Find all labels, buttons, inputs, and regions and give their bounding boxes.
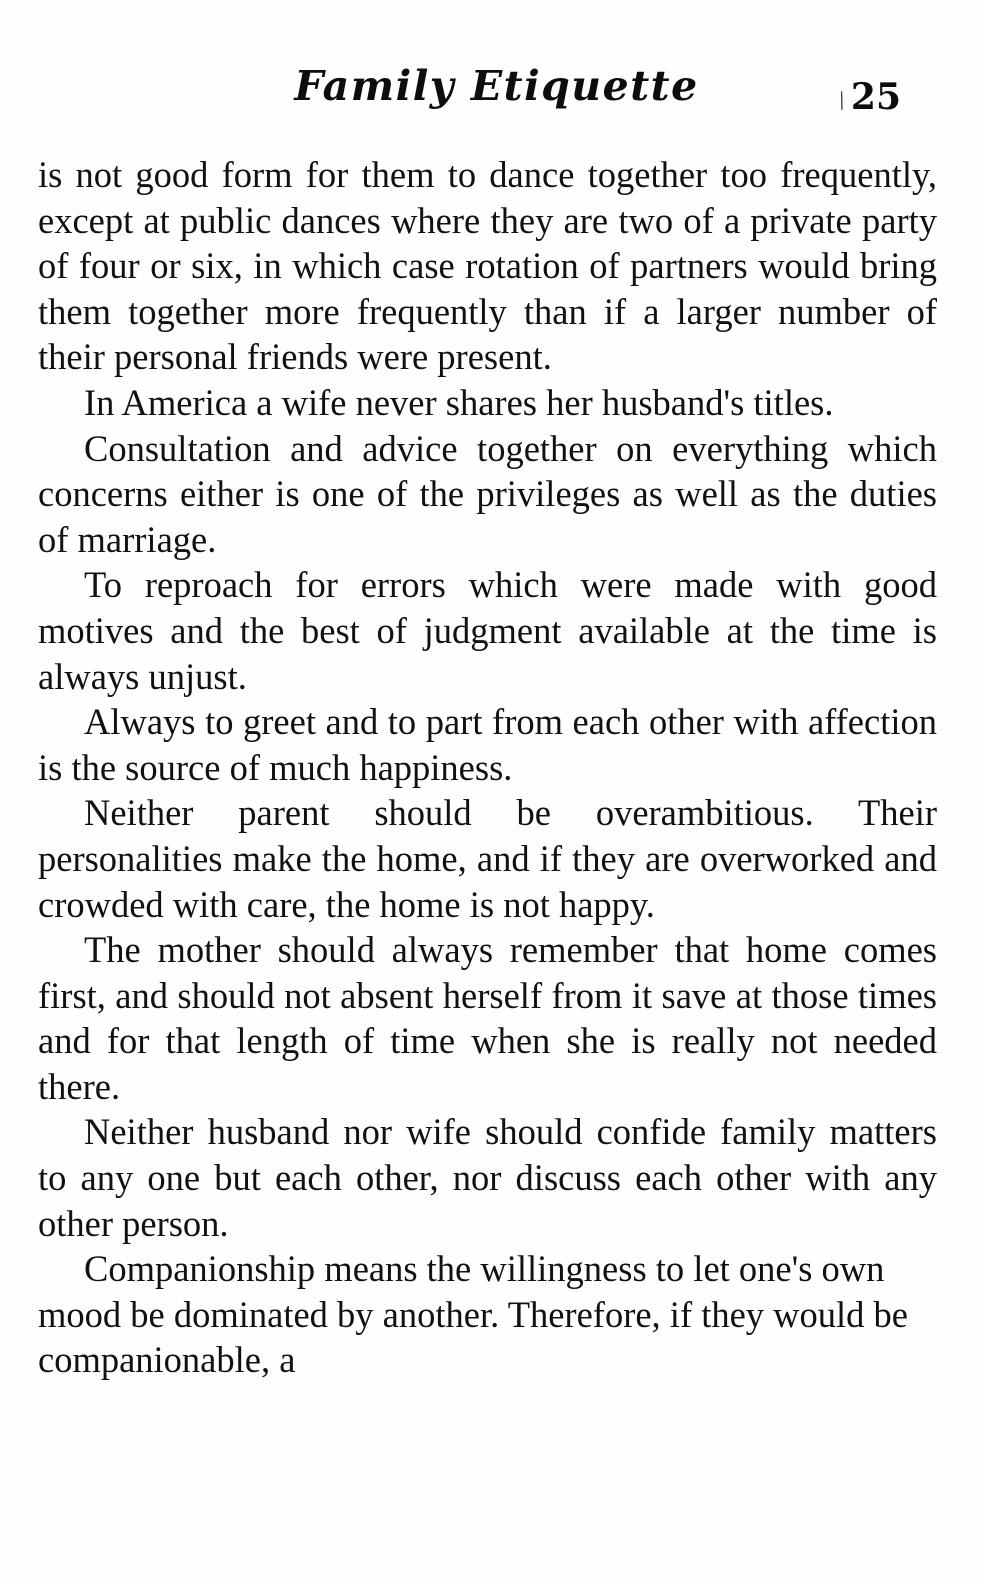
paragraph-overambitious: Neither parent should be overambitious. Their personalities make the home, and if they are overworked and crowded with care, the home is not happy.: [38, 792, 937, 925]
paragraph-consultation: Consultation and advice together on everything which concerns either is one of the privileges as well as the duties of marriage.: [38, 427, 937, 560]
paragraph-mother: The mother should always remember that home comes first, and should not absent herself from it save at those times and for that length of time when she is really not needed there.: [38, 929, 937, 1107]
page-body: [38, 152, 937, 1383]
paragraph-reproach: To reproach for errors which were made with good motives and the best of judgment available at the time is always unjust.: [38, 564, 937, 697]
book-running-title: Family Etiquette: [294, 62, 699, 110]
paragraph-continued: is not good form for them to dance together too frequently, except at public dances where they are two of a private party of four or six, in which case rotation of partners would bring them together more frequently than if a larger number of their personal friends were present.: [38, 154, 937, 378]
page-header: [38, 62, 937, 136]
pen-mark: \: [833, 85, 850, 116]
page-number: 25: [850, 76, 901, 118]
paragraph-greet: Always to greet and to part from each other with affection is the source of much happiness.: [38, 701, 937, 788]
paragraph-titles: In America a wife never shares her husband's titles.: [84, 381, 834, 423]
paragraph-companionship: Companionship means the willingness to let one's own mood be dominated by another. Therefore, if they would be companionable, a: [38, 1248, 909, 1381]
paragraph-confide: Neither husband nor wife should confide family matters to any one but each other, nor discuss each other with any other person.: [38, 1111, 937, 1244]
